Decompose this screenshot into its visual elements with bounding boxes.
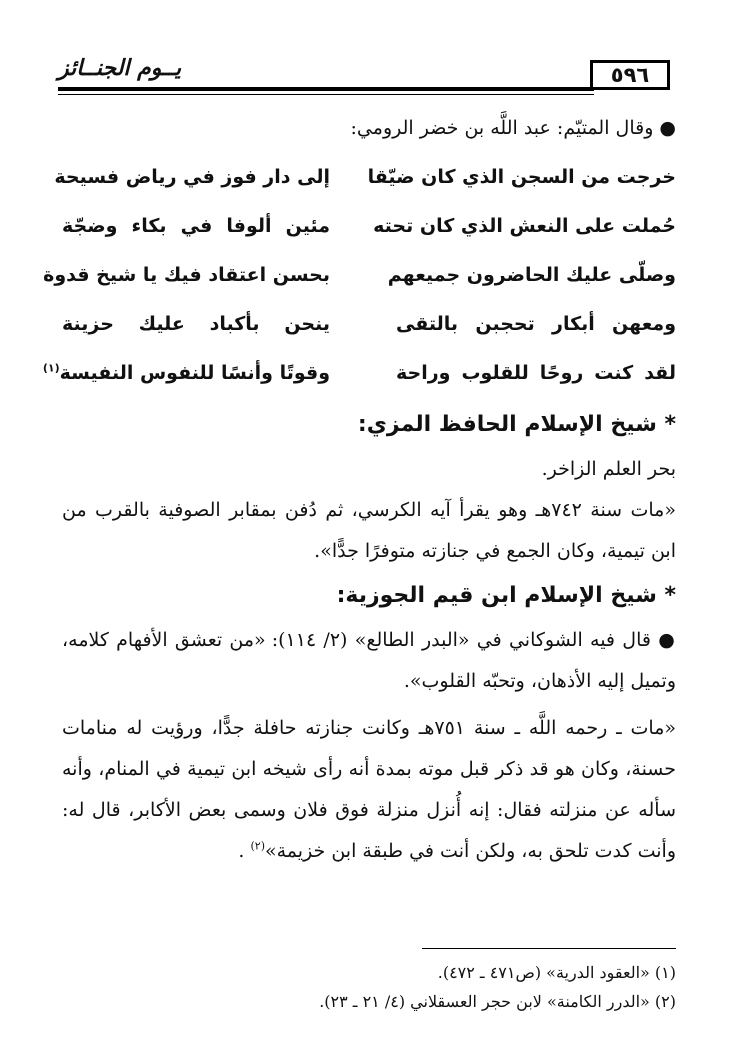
verse-first-hemistich: خرجت من السجن الذي كان ضيّقا — [367, 166, 676, 188]
paragraph-ibn-qayyim-text: «مات ـ رحمه اللَّه ـ سنة ٧٥١هـ وكانت جنازته حافلة جدًّا، ورؤيت له منامات حسنة، وكان هو قد ذكر قبل موته بمدة أنه رأى شيخه ابن تيمية في المنام، وأنه سأله عن منزلته فقال: إنه أُنزل منزلة فوق فلان وسمى بعض الأكابر، قال له: وأنت كدت تلحق به، ولكن أنت في طبقة ابن خزيمة» — [62, 717, 676, 862]
footnote: (٢) «الدرر الكامنة» لابن حجر العسقلاني (٤/ ٢١ ـ ٢٣). — [319, 992, 676, 1011]
page-header — [58, 40, 670, 96]
page-body — [42, 117, 676, 872]
paragraph-ibn-qayyim — [62, 708, 676, 872]
verse-first-hemistich: لقد كنت روحًا للقلوب وراحة — [396, 362, 676, 384]
running-title: يــوم الجنــائز — [58, 56, 182, 81]
section-heading-ibn-qayyim: * شيخ الإسلام ابن قيم الجوزية: — [336, 583, 676, 608]
paragraph-shawkani-quote: ● قال فيه الشوكاني في «البدر الطالع» (٢/ ١١٤): «من تعشق الأفهام كلامه، وتميل إليه الأذهان، وتحبّه القلوب». — [62, 629, 676, 692]
poem — [42, 156, 676, 401]
section-subtitle-mizzi: بحر العلم الزاخر. — [541, 458, 676, 480]
verse-first-hemistich: ومعهن أبكار تحجبن بالتقى — [396, 313, 676, 335]
verse-first-hemistich: وصلّى عليك الحاضرون جميعهم — [387, 264, 676, 286]
verse-second-hemistich: بحسن اعتقاد فيك يا شيخ قدوة — [43, 264, 330, 286]
poem-intro: ● وقال المتيّم: عبد اللَّه بن خضر الرومي: — [350, 117, 676, 139]
header-rule-thin — [58, 94, 594, 95]
verse-second-text: وقوتًا وأنسًا للنفوس النفيسة — [59, 362, 330, 384]
verse-first-hemistich: حُملت على النعش الذي كان تحته — [373, 215, 676, 237]
verse — [62, 303, 676, 352]
paragraph-end: . — [238, 840, 251, 862]
footnote-separator — [422, 948, 676, 949]
footnote-ref[interactable]: (٢) — [250, 839, 265, 853]
paragraph-mizzi: «مات سنة ٧٤٢هـ وهو يقرأ آيه الكرسي، ثم دُفن بمقابر الصوفية بالقرب من ابن تيمية، وكان الجمع في جنازته متوفرًا جدًّا». — [62, 499, 676, 562]
verse — [62, 205, 676, 254]
header-rule-thick — [58, 87, 594, 91]
verse — [43, 254, 676, 303]
footnote-ref[interactable]: (١) — [42, 361, 60, 375]
verse-second-hemistich: ينحن بأكباد عليك حزينة — [62, 313, 330, 335]
verse-second-hemistich — [42, 361, 330, 384]
verse-second-hemistich: مئين ألوفا في بكاء وضجّة — [62, 215, 330, 237]
verse-second-hemistich: إلى دار فوز في رياض فسيحة — [54, 166, 330, 188]
verse — [42, 352, 676, 401]
page-number: ٥٩٦ — [590, 60, 670, 90]
footnotes — [62, 958, 676, 1016]
footnote: (١) «العقود الدرية» (ص٤٧١ ـ ٤٧٢). — [437, 963, 676, 982]
verse — [54, 156, 676, 205]
section-heading-mizzi: * شيخ الإسلام الحافظ المزي: — [357, 412, 676, 437]
